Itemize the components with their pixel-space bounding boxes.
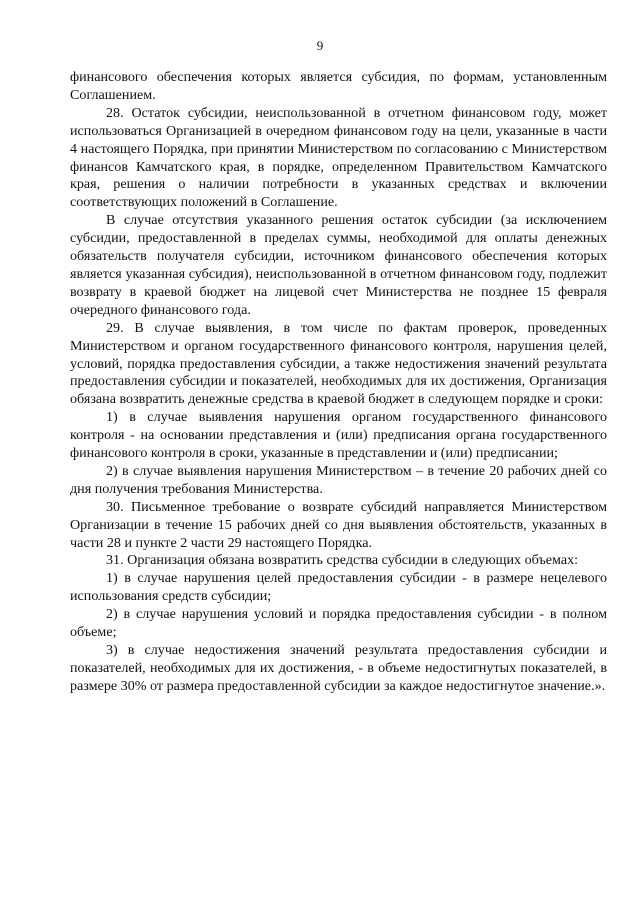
paragraph-31-item-1: 1) в случае нарушения целей предоставления субсидии - в размере нецелевого использования средств субсидии; <box>70 570 607 605</box>
document-body <box>70 69 607 696</box>
page-number: 9 <box>316 38 324 53</box>
paragraph-29-item-2: 2) в случае выявления нарушения Министерством – в течение 20 рабочих дней со дня получения требования Министерства. <box>70 462 607 497</box>
paragraph-28: 28. Остаток субсидии, неиспользованной в отчетном финансовом году, может использоваться Организацией в очередном финансовом году на цели, указанные в части 4 настоящего Порядка, при принятии Министерством по согласованию с Министерством финансов Камчатского края, в порядке, определенном Правительством Камчатского края, решения о наличии потребности в указанных средствах и включении соответствующих положений в Соглашение. <box>70 104 607 211</box>
paragraph-continuation: финансового обеспечения которых является субсидия, по формам, установленным Соглашением. <box>70 69 607 103</box>
paragraph-30: 30. Письменное требование о возврате субсидий направляется Министерством Организации в течение 15 рабочих дней со дня выявления обстоятельств, указанных в части 28 и пункте 2 части 29 настоящего Порядка. <box>70 498 607 551</box>
paragraph-31-item-2: 2) в случае нарушения условий и порядка предоставления субсидии - в полном объеме; <box>70 606 607 641</box>
paragraph-31-item-3: 3) в случае недостижения значений результата предоставления субсидии и показателей, необходимых для их достижения, - в объеме недостигнутых показателей, в размере 30% от размера предоставленной субсидии за каждое недостигнутое значение.». <box>70 642 607 694</box>
paragraph-28-continued: В случае отсутствия указанного решения остаток субсидии (за исключением субсидии, предоставленной в пределах суммы, необходимой для оплаты денежных обязательств получателя субсидии, источником финансового обеспечения которых является указанная субсидия), неиспользованной в отчетном финансовом году, подлежит возврату в краевой бюджет на лицевой счет Министерства не позднее 15 февраля очередного финансового года. <box>70 212 607 318</box>
paragraph-29: 29. В случае выявления, в том числе по фактам проверок, проведенных Министерством и органом государственного финансового контроля, нарушения целей, условий, порядка предоставления субсидии, а также недостижения значений результата предоставления субсидии и показателей, необходимых для их достижения, Организация обязана возвратить денежные средства в краевой бюджет в следующем порядке и сроки: <box>70 319 607 408</box>
paragraph-31: 31. Организация обязана возвратить средства субсидии в следующих объемах: <box>106 552 579 569</box>
paragraph-29-item-1: 1) в случае выявления нарушения органом государственного финансового контроля - на основании представления и (или) предписания органа государственного финансового контроля в сроки, указанные в представлении и (или) предписании; <box>70 409 607 462</box>
